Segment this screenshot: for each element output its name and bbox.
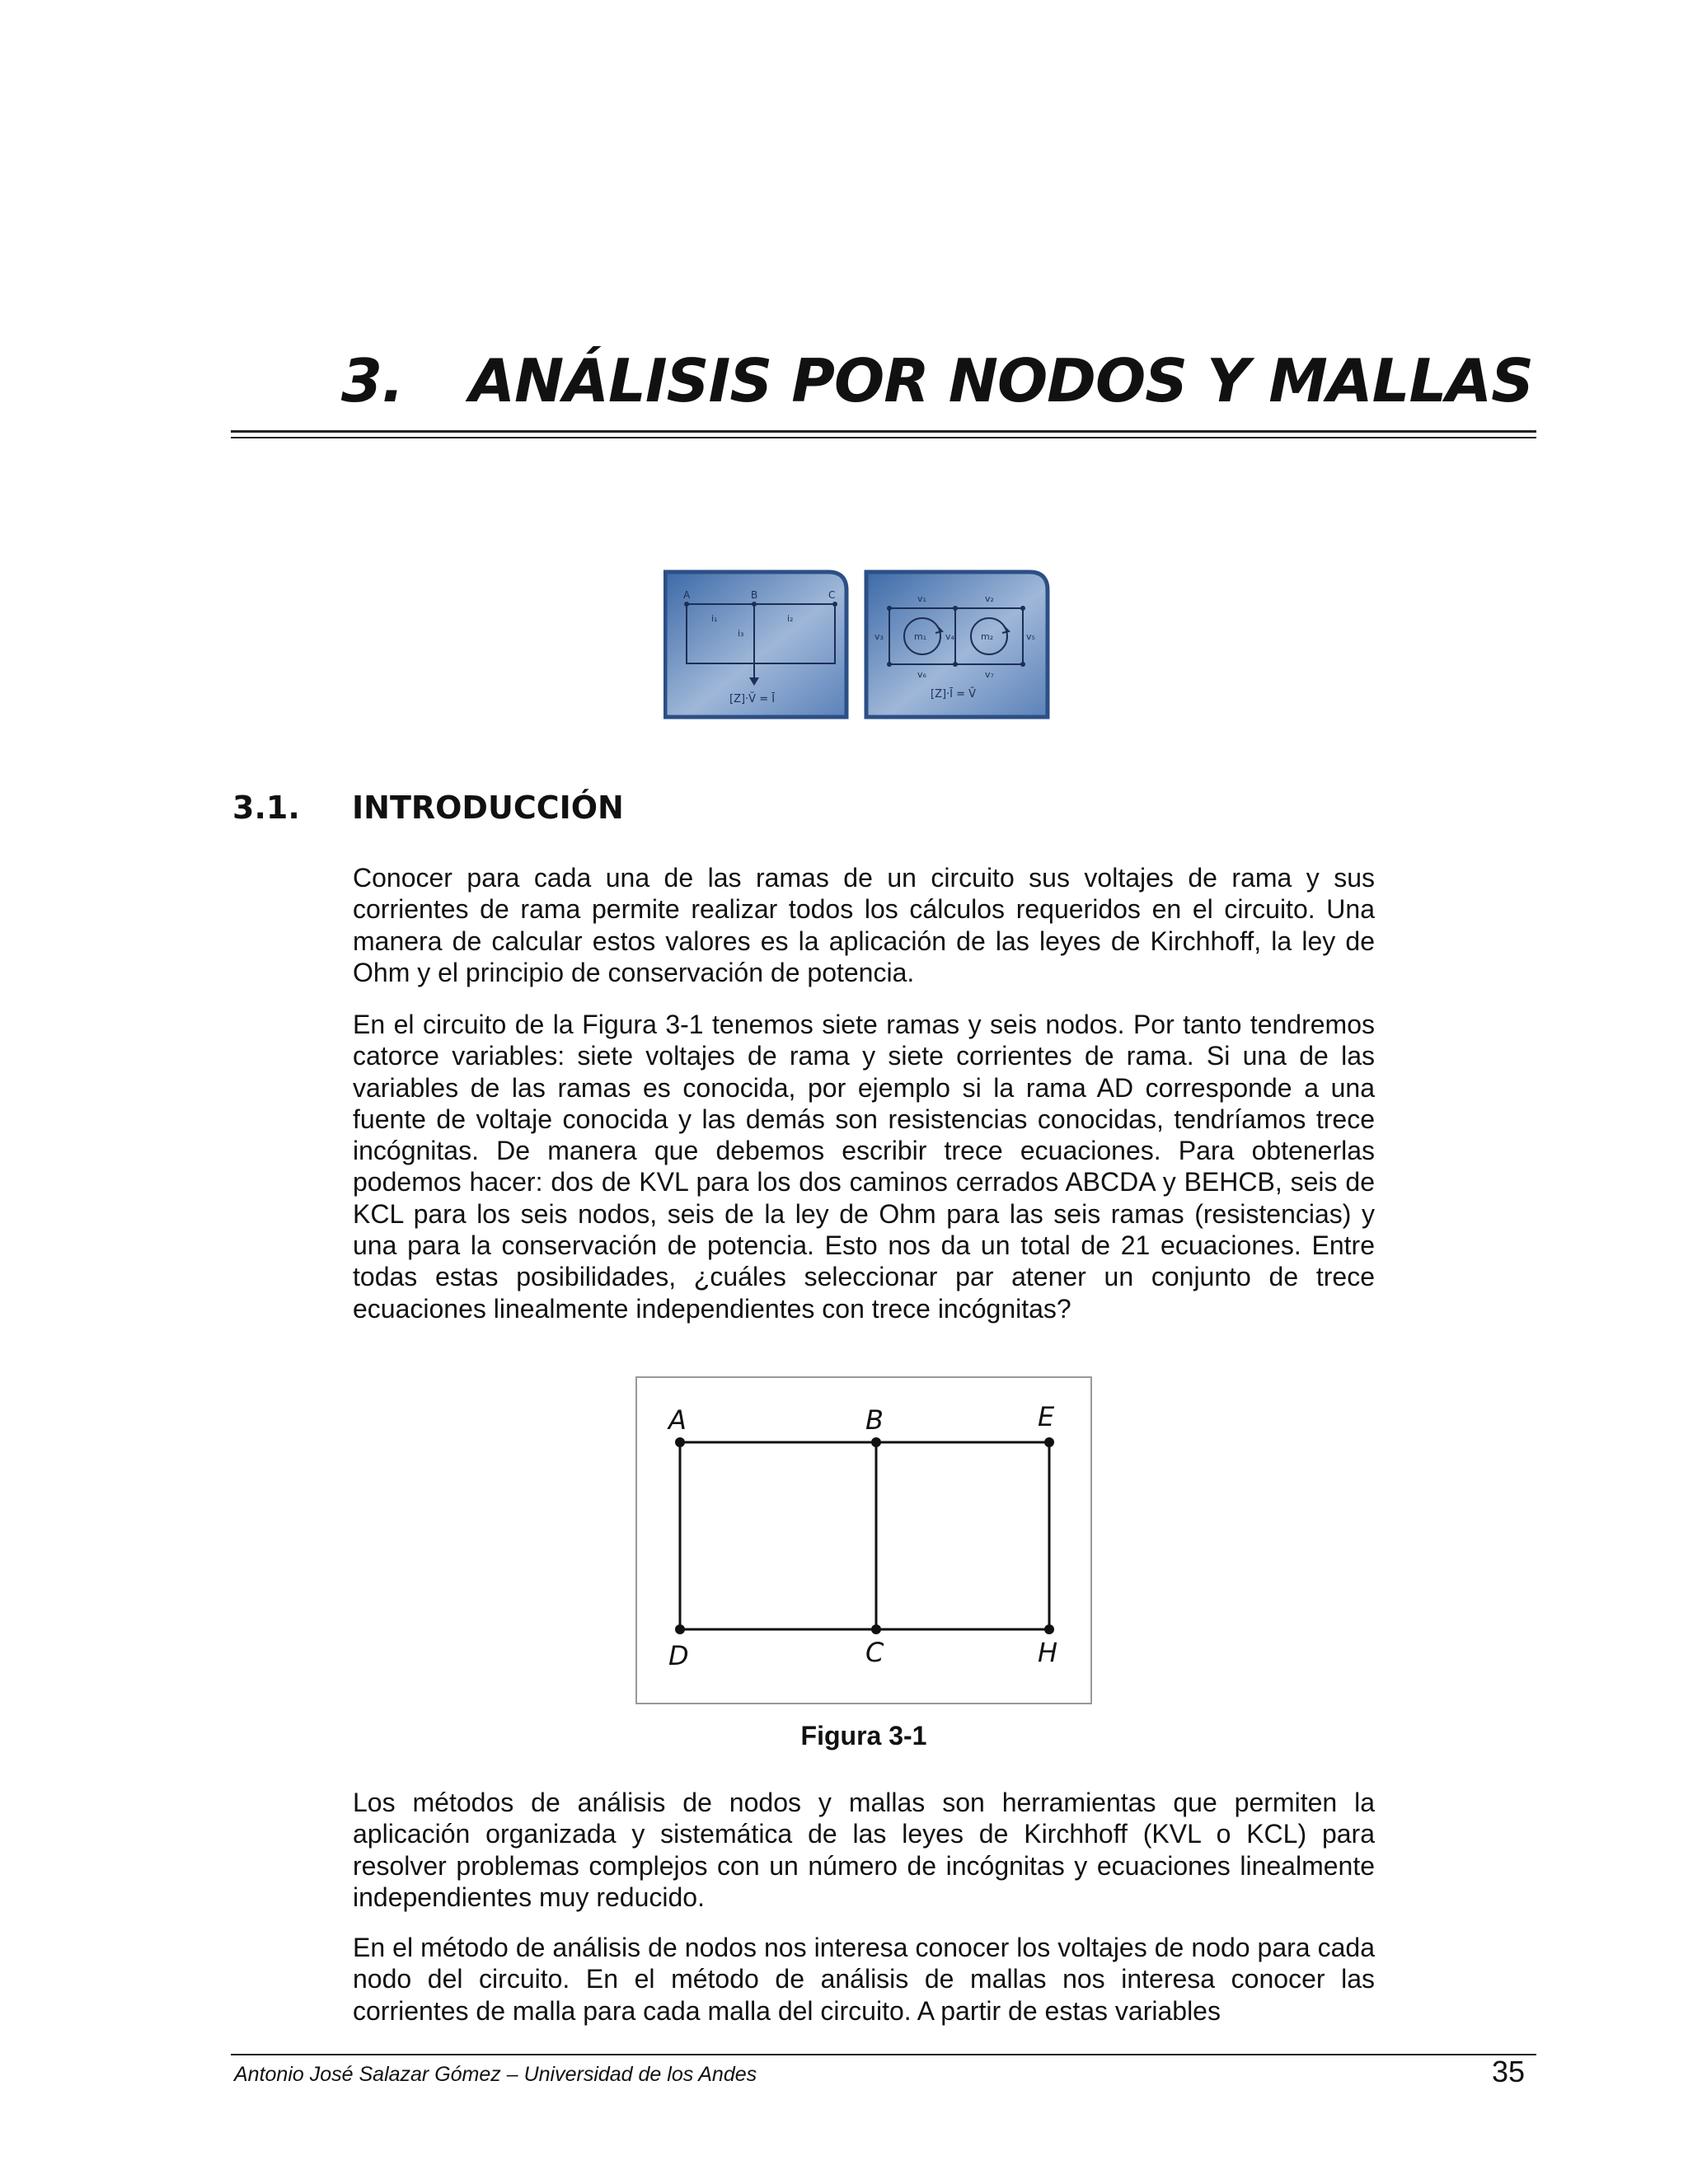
node-A	[675, 1437, 685, 1447]
header-label-v5: v₅	[1026, 631, 1035, 642]
paragraph-1: Conocer para cada una de las ramas de un circuito sus voltajes de rama y sus corrientes de rama permite realizar todos los cálculos requeridos en el circuito. Una manera de calcular estos valores es la aplicación de las leyes de Kirchhoff, la ley de Ohm y el principio de conservación de potencia.	[353, 863, 1375, 987]
title-rule-double	[231, 437, 1536, 438]
header-image-right	[866, 572, 1048, 717]
page-number: 35	[1491, 2055, 1525, 2088]
footer-author: Antonio José Salazar Gómez – Universidad de los Andes	[234, 2063, 757, 2086]
header-label-v6: v₆	[917, 669, 926, 680]
node-B	[871, 1437, 881, 1447]
label-E: E	[1038, 1401, 1055, 1432]
label-B: B	[865, 1404, 884, 1436]
section-heading	[232, 790, 624, 826]
header-node-C: C	[828, 589, 836, 601]
header-label-m2: m₂	[981, 631, 994, 642]
node-E	[1044, 1437, 1054, 1447]
header-label-v7: v₇	[985, 669, 994, 680]
section-title: INTRODUCCIÓN	[352, 790, 624, 826]
header-label-v3: v₃	[874, 631, 884, 642]
node-D	[675, 1624, 685, 1634]
figure-caption: Figura 3-1	[800, 1721, 927, 1750]
title-rule	[231, 430, 1536, 433]
header-images	[663, 569, 1051, 721]
circuit-diagram	[637, 1378, 1090, 1703]
header-label-i1: i₁	[711, 613, 718, 624]
label-A: A	[668, 1404, 687, 1436]
header-label-i3: i₃	[738, 628, 744, 639]
header-label-v1: v₁	[917, 593, 926, 604]
footer-rule	[231, 2054, 1536, 2055]
figure-3-1	[635, 1376, 1092, 1704]
node-H	[1044, 1624, 1054, 1634]
chapter-title-text: ANÁLISIS POR NODOS Y MALLAS	[469, 346, 1533, 415]
paragraph-3: Los métodos de análisis de nodos y mallas son herramientas que permiten la aplicación organizada y sistemática de las leyes de Kirchhoff (KVL o KCL) para resolver problemas complejos con un número de incógnitas y ecuaciones linealmente independientes muy reducido.	[353, 1788, 1375, 1912]
chapter-title	[231, 346, 1533, 415]
label-H: H	[1038, 1637, 1058, 1668]
header-label-m1: m₁	[914, 631, 927, 642]
label-D: D	[668, 1640, 689, 1671]
chapter-number: 3.	[340, 346, 404, 415]
header-label-i2: i₂	[787, 613, 794, 624]
header-image-left	[665, 572, 846, 717]
label-C: C	[865, 1637, 884, 1668]
header-node-A: A	[683, 589, 691, 601]
paragraph-4: En el método de análisis de nodos nos interesa conocer los voltajes de nodo para cada nodo del circuito. En el método de análisis de mallas nos interesa conocer las corrientes de malla para cada malla del circuito. A partir de estas variables	[353, 1933, 1375, 2026]
section-number: 3.1.	[232, 790, 300, 826]
header-label-v2: v₂	[985, 593, 994, 604]
paragraph-2: En el circuito de la Figura 3-1 tenemos siete ramas y seis nodos. Por tanto tendremos catorce variables: siete voltajes de rama y siete corrientes de rama. Si una de las variables de las ramas es conocida, por ejemplo si la rama AD corresponde a una fuente de voltaje conocida y las demás son resistencias conocidas, tendríamos trece incógnitas. De manera que debemos escribir trece ecuaciones. Para obtenerlas podemos hacer: dos de KVL para los dos caminos cerrados ABCDA y BEHCB, seis de KCL para los seis nodos, seis de la ley de Ohm para las seis ramas (resistencias) y una para la conservación de potencia. Esto nos da un total de 21 ecuaciones. Entre todas estas posibilidades, ¿cuáles seleccionar par atener un conjunto de trece ecuaciones linealmente independientes con trece incógnitas?	[353, 1010, 1375, 1324]
header-node-B: B	[751, 589, 758, 601]
header-equation-left: [Z]·V̄ = Ī	[729, 693, 776, 705]
header-equation-right: [Z]·Ī = V̄	[931, 688, 977, 701]
node-C	[871, 1624, 881, 1634]
header-label-v4: v₄	[945, 631, 954, 642]
